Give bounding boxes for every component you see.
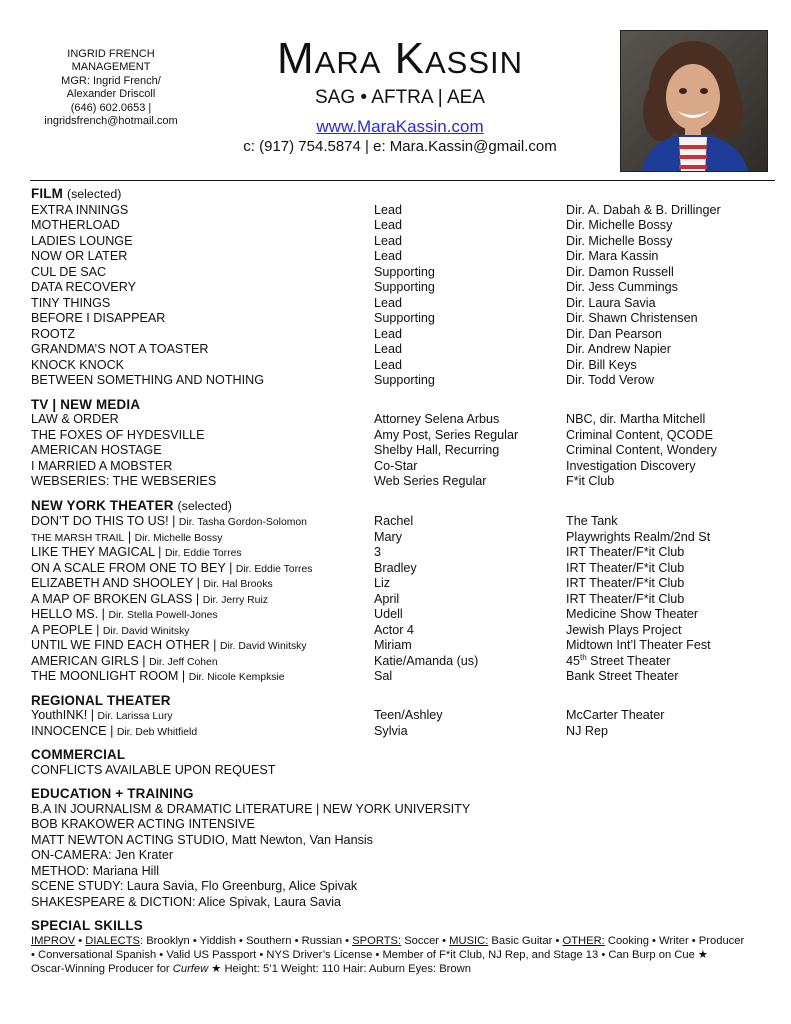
film-role: Supporting [374,280,435,294]
play-title: THE MOONLIGHT ROOM [31,669,179,683]
ny-theater-note: (selected) [177,498,232,513]
play-title: A MAP OF BROKEN GLASS [31,591,193,606]
theater-row: LIKE THEY MAGICAL | Dir. Eddie Torres 3 IRT Theater/F*it Club [31,545,685,559]
tv-row [31,412,771,428]
tv-network: Investigation Discovery [566,458,696,473]
film-director: Dir. Mara Kassin [566,249,659,263]
skill-label-dialects: DIALECTS [85,934,140,947]
film-director: Dir. Bill Keys [566,357,637,372]
film-section-title [31,186,771,203]
film-title: GRANDMA’S NOT A TOASTER [31,342,209,356]
film-row [31,249,771,265]
play-venue: IRT Theater/F*it Club [566,591,685,606]
film-director: Dir. Michelle Bossy [566,218,673,232]
tv-network: Criminal Content, QCODE [566,427,713,442]
skill-label-sports: SPORTS: [352,934,402,947]
film-director: Dir. Todd Verow [566,373,654,387]
film-row [31,296,771,312]
film-director: Dir. Laura Savia [566,295,656,310]
contact-info: c: (917) 754.5874 | e: Mara.Kassin@gmail.com [243,138,557,155]
film-row [31,265,771,281]
skill-stats: ★ Height: 5’1 Weight: 110 Hair: Auburn Eyes: Brown [208,962,471,975]
skill-dialects: : Brooklyn • Yiddish • Southern • Russian • [140,934,353,947]
film-note: (selected) [66,187,122,201]
skills-line-1: IMPROV • DIALECTS: Brooklyn • Yiddish • Southern • Russian • SPORTS: Soccer • MUSIC: Basic Guitar • OTHER: Cooking • Writer • Producer [31,934,745,947]
play-venue: Jewish Plays Project [566,622,682,637]
play-title: DON’T DO THIS TO US! [31,514,169,528]
film-row [31,342,771,358]
film-title: MOTHERLOAD [31,218,120,232]
film-title: CUL DE SAC [31,264,107,279]
play-role: Miriam [374,638,412,652]
headshot-illustration [621,31,768,172]
film-title: KNOCK KNOCK [31,357,125,372]
play-role: 3 [374,545,382,559]
play-title: HELLO MS. [31,607,99,621]
play-title: YouthINK! [31,708,88,722]
education-line: METHOD: Mariana Hill [31,863,160,878]
education-line: MATT NEWTON ACTING STUDIO, Matt Newton, Van Hansis [31,832,373,847]
play-director: Dir. Larissa Lury [97,711,173,722]
film-director: Dir. Dan Pearson [566,326,662,341]
management-line: MGR: Ingrid French/ [61,74,161,87]
film-title: EXTRA INNINGS [31,202,129,217]
play-role: Liz [374,576,391,590]
theater-row: DON’T DO THIS TO US! | Dir. Tasha Gordon-Solomon Rachel The Tank [31,514,618,528]
play-title: ELIZABETH AND SHOOLEY [31,576,194,590]
play-role: Mary [374,529,402,544]
education-section-title: EDUCATION + TRAINING [31,786,194,801]
tv-role: Attorney Selena Arbus [374,412,500,426]
film-row [31,358,771,374]
skills-line-3 [31,962,771,976]
tv-title: LAW & ORDER [31,412,119,426]
skill-oscar: Oscar-Winning Producer for [31,962,173,975]
play-director: Dir. Jerry Ruiz [202,594,268,606]
education-line: SHAKESPEARE & DICTION: Alice Spivak, Laura Savia [31,894,342,909]
theater-row: UNTIL WE FIND EACH OTHER | Dir. David Winitsky Miriam Midtown Int’l Theater Fest [31,638,711,652]
tv-network: Criminal Content, Wondery [566,443,717,457]
film-title: BEFORE I DISAPPEAR [31,311,166,325]
play-role: Bradley [374,560,417,575]
film-director: Dir. Damon Russell [566,264,674,279]
play-director: Dir. Nicole Kempksie [188,672,285,683]
actor-name: Mara Kassin [277,34,523,83]
management-block [32,48,190,128]
play-director: Dir. Hal Brooks [203,579,273,590]
play-director: Dir. Stella Powell-Jones [108,610,218,621]
regional-row: YouthINK! | Dir. Larissa Lury Teen/Ashley McCarter Theater [31,708,665,722]
play-role: Actor 4 [374,622,414,637]
tv-role: Shelby Hall, Recurring [374,443,500,457]
play-title: UNTIL WE FIND EACH OTHER [31,638,210,652]
tv-role: Amy Post, Series Regular [374,427,519,442]
film-role: Lead [374,202,403,217]
play-role: Udell [374,607,403,621]
film-role: Lead [374,218,403,232]
skill-sports: Soccer • [401,934,450,947]
play-title: AMERICAN GIRLS [31,653,139,668]
play-title: INNOCENCE [31,723,107,738]
education-line: SCENE STUDY: Laura Savia, Flo Greenburg, Alice Spivak [31,879,358,893]
film-role: Lead [374,295,403,310]
play-director: Dir. Eddie Torres [164,548,242,559]
tv-title: WEBSERIES: THE WEBSERIES [31,474,217,488]
play-venue: Bank Street Theater [566,669,679,683]
film-row [31,311,771,327]
play-venue: Medicine Show Theater [566,607,699,621]
film-role: Lead [374,357,403,372]
tv-section-title: TV | NEW MEDIA [31,396,141,412]
skill-music: Basic Guitar • [488,934,563,947]
skill-label-music: MUSIC: [449,934,489,947]
resume-body [31,186,771,976]
film-director: Dir. A. Dabah & B. Drillinger [566,202,721,217]
film-row [31,218,771,234]
management-line: MANAGEMENT [71,61,151,74]
play-title: LIKE THEY MAGICAL [31,545,155,559]
play-title: ON A SCALE FROM ONE TO BEY [31,560,226,575]
tv-role: Co-Star [374,458,418,473]
play-director: Dir. Eddie Torres [235,563,313,575]
film-title: DATA RECOVERY [31,280,136,294]
film-row [31,280,771,296]
play-director: Dir. Tasha Gordon-Solomon [178,517,307,528]
play-venue: McCarter Theater [566,708,665,722]
play-role: Teen/Ashley [374,708,443,722]
film-director: Dir. Michelle Bossy [566,233,673,248]
play-director: Dir. Deb Whitfield [116,726,198,738]
tv-title: THE FOXES OF HYDESVILLE [31,427,205,442]
tv-row [31,443,771,459]
tv-title: AMERICAN HOSTAGE [31,443,162,457]
play-venue: Midtown Int’l Theater Fest [566,638,711,652]
film-title: LADIES LOUNGE [31,233,133,248]
film-title: TINY THINGS [31,295,111,310]
play-role: Rachel [374,514,414,528]
film-director: Dir. Jess Cummings [566,280,678,294]
headshot-photo [620,30,768,172]
play-director: Dir. Michelle Bossy [134,532,223,544]
theater-row: HELLO MS. | Dir. Stella Powell-Jones Udell Medicine Show Theater [31,607,699,621]
ny-theater-section-title [31,498,771,515]
film-row [31,203,771,219]
education-line: BOB KRAKOWER ACTING INTENSIVE [31,817,255,831]
regional-section-title: REGIONAL THEATER [31,692,171,708]
play-venue: NJ Rep [566,723,608,738]
commercial-text: CONFLICTS AVAILABLE UPON REQUEST [31,762,276,777]
management-email: ingridsfrench@hotmail.com [44,115,178,128]
skill-film-title: Curfew [172,962,209,975]
website-link[interactable]: www.MaraKassin.com [316,117,484,136]
play-title: THE MARSH TRAIL [31,532,125,544]
ny-theater-heading: NEW YORK THEATER [31,497,174,513]
skill-label-improv: IMPROV [31,934,76,947]
union-affiliations: SAG • AFTRA | AEA [315,87,485,108]
commercial-section-title: COMMERCIAL [31,747,126,762]
film-role: Supporting [374,264,435,279]
tv-network: F*it Club [566,474,615,488]
play-director: Dir. Jeff Cohen [149,656,218,668]
film-role: Lead [374,249,403,263]
play-role: Sylvia [374,723,408,738]
theater-row: THE MARSH TRAIL | Dir. Michelle Bossy Mary Playwrights Realm/2nd St [31,529,711,544]
film-title: ROOTZ [31,326,76,341]
film-row [31,234,771,250]
education-line: B.A IN JOURNALISM & DRAMATIC LITERATURE | NEW YORK UNIVERSITY [31,801,471,816]
theater-row: ELIZABETH AND SHOOLEY | Dir. Hal Brooks Liz IRT Theater/F*it Club [31,576,685,590]
play-role: Sal [374,669,393,683]
tv-row [31,459,771,475]
tv-row [31,474,771,490]
play-venue: Playwrights Realm/2nd St [566,529,711,544]
theater-row: AMERICAN GIRLS | Dir. Jeff Cohen Katie/Amanda (us) 45th Street Theater [31,652,671,668]
play-venue: 45th Street Theater [566,652,671,668]
theater-row: A MAP OF BROKEN GLASS | Dir. Jerry Ruiz April IRT Theater/F*it Club [31,591,685,606]
play-venue: IRT Theater/F*it Club [566,560,685,575]
film-role: Lead [374,233,403,248]
tv-network: NBC, dir. Martha Mitchell [566,412,706,426]
header-divider [30,180,775,181]
skill-label-other: OTHER: [562,934,605,947]
film-heading: FILM [31,186,64,201]
film-role: Lead [374,326,403,341]
film-title: NOW OR LATER [31,249,128,263]
skills-line-2: • Conversational Spanish • Valid US Passport • NYS Driver’s License • Member of F*it Club, NJ Rep, and Stage 13 • Can Burp on Cue ★ [31,948,708,961]
theater-row: ON A SCALE FROM ONE TO BEY | Dir. Eddie Torres Bradley IRT Theater/F*it Club [31,560,685,575]
film-row [31,373,771,389]
play-title: A PEOPLE [31,622,93,637]
theater-row: THE MOONLIGHT ROOM | Dir. Nicole Kempksie Sal Bank Street Theater [31,669,679,683]
play-role: April [374,591,400,606]
play-director: Dir. David Winitsky [102,625,190,637]
education-line: ON-CAMERA: Jen Krater [31,848,174,862]
film-role: Supporting [374,311,435,325]
management-line: INGRID FRENCH [67,48,155,60]
tv-row [31,428,771,444]
film-director: Dir. Shawn Christensen [566,311,698,325]
tv-title: I MARRIED A MOBSTER [31,458,173,473]
management-line: Alexander Driscoll [66,88,156,101]
skills-section-title: SPECIAL SKILLS [31,918,143,933]
tv-role: Web Series Regular [374,474,487,488]
management-line: (646) 602.0653 | [70,101,152,114]
play-director: Dir. David Winitsky [219,641,307,652]
regional-row: INNOCENCE | Dir. Deb Whitfield Sylvia NJ Rep [31,723,608,738]
film-row [31,327,771,343]
play-venue: IRT Theater/F*it Club [566,545,685,559]
theater-row: A PEOPLE | Dir. David Winitsky Actor 4 Jewish Plays Project [31,622,682,637]
film-role: Supporting [374,373,435,387]
play-venue: The Tank [566,514,618,528]
film-title: BETWEEN SOMETHING AND NOTHING [31,373,264,387]
play-venue: IRT Theater/F*it Club [566,576,685,590]
skill-other: Cooking • Writer • Producer [604,934,745,947]
play-role: Katie/Amanda (us) [374,653,479,668]
film-director: Dir. Andrew Napier [566,342,671,356]
film-role: Lead [374,342,403,356]
